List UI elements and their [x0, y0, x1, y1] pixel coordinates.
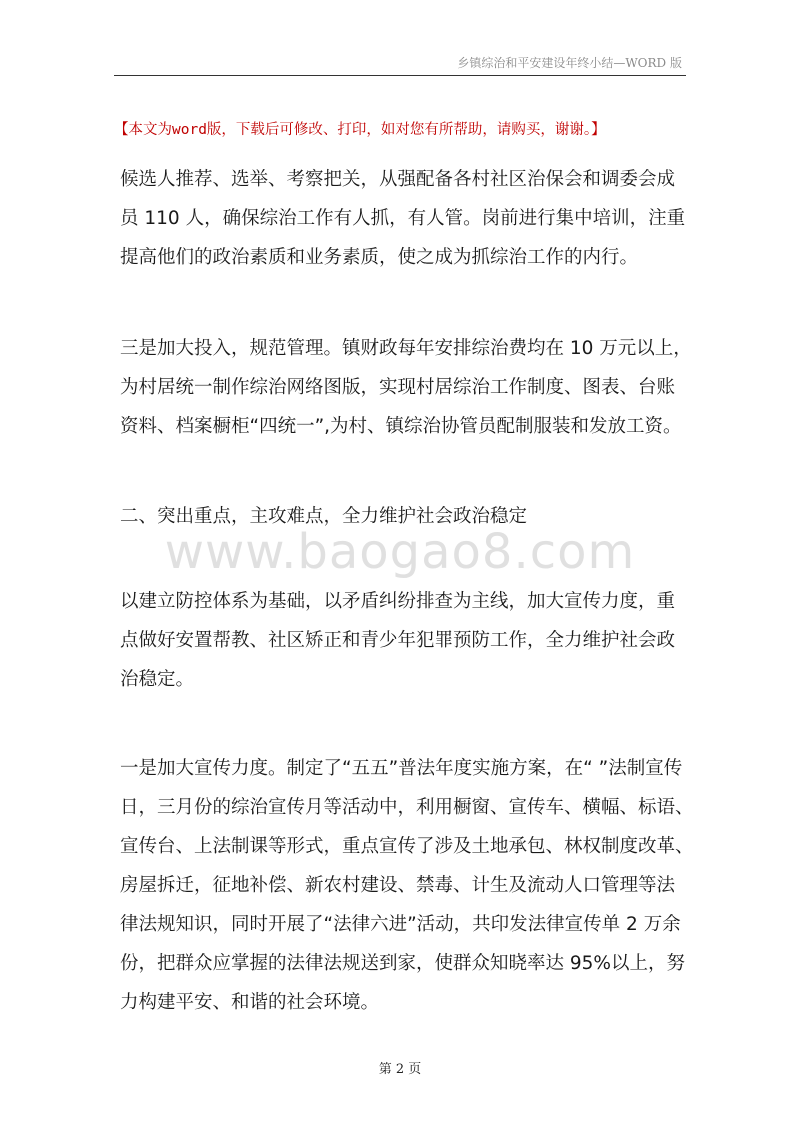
document-header-title: 乡镇综治和平安建设年终小结—WORD 版	[457, 56, 682, 70]
text-line: 房屋拆迁，征地补偿、新农村建设、禁毒、计生及流动人口管理等法	[120, 875, 676, 896]
paragraph-investment	[120, 329, 695, 446]
text-line: 三是加大投入，规范管理。镇财政每年安排综治费均在 10 万元以上，	[120, 338, 692, 359]
watermark: www.baogao8.com	[164, 524, 636, 580]
paragraph-prevention-system	[120, 582, 695, 699]
text-line: 点做好安置帮教、社区矫正和青少年犯罪预防工作，全力维护社会政	[120, 630, 676, 651]
text-line: 以建立防控体系为基础，以矛盾纠纷排查为主线，加大宣传力度，重	[120, 591, 676, 612]
text-line: 份，把群众应掌握的法律法规送到家，使群众知晓率达 95%以上，努	[120, 953, 686, 974]
text-line: 律法规知识，同时开展了“法律六进”活动，共印发法律宣传单 2 万余	[120, 914, 681, 935]
text-line: 提高他们的政治素质和业务素质，使之成为抓综治工作的内行。	[120, 247, 639, 268]
paragraph-committee-staffing	[120, 160, 695, 277]
paragraph-legal-publicity	[120, 749, 695, 1022]
purchase-notice: 【本文为word版，下载后可修改、打印，如对您有所帮助，请购买，谢谢。】	[114, 122, 606, 138]
text-line: 力构建平安、和谐的社会环境。	[120, 992, 380, 1013]
text-line: 候选人推荐、选举、考察把关，从强配备各村社区治保会和调委会成	[120, 169, 676, 190]
header-divider	[114, 75, 686, 76]
text-line: 员 110 人，确保综治工作有人抓，有人管。岗前进行集中培训，注重	[120, 208, 686, 229]
text-line: 日，三月份的综治宣传月等活动中，利用橱窗、宣传车、横幅、标语、	[120, 797, 694, 818]
heading-text: 二、突出重点，主攻难点，全力维护社会政治稳定	[120, 506, 528, 527]
text-line: 治稳定。	[120, 669, 195, 690]
page-number: 第 2 页	[378, 1062, 422, 1077]
text-line: 一是加大宣传力度。制定了“五五”普法年度实施方案，在“ ”法制宣传	[120, 758, 683, 779]
text-line: 为村居统一制作综治网络图版，实现村居综治工作制度、图表、台账	[120, 377, 676, 398]
text-line: 资料、档案橱柜“四统一”,为村、镇综治协管员配制服装和发放工资。	[120, 416, 682, 437]
text-line: 宣传台、上法制课等形式，重点宣传了涉及土地承包、林权制度改革、	[120, 836, 694, 857]
